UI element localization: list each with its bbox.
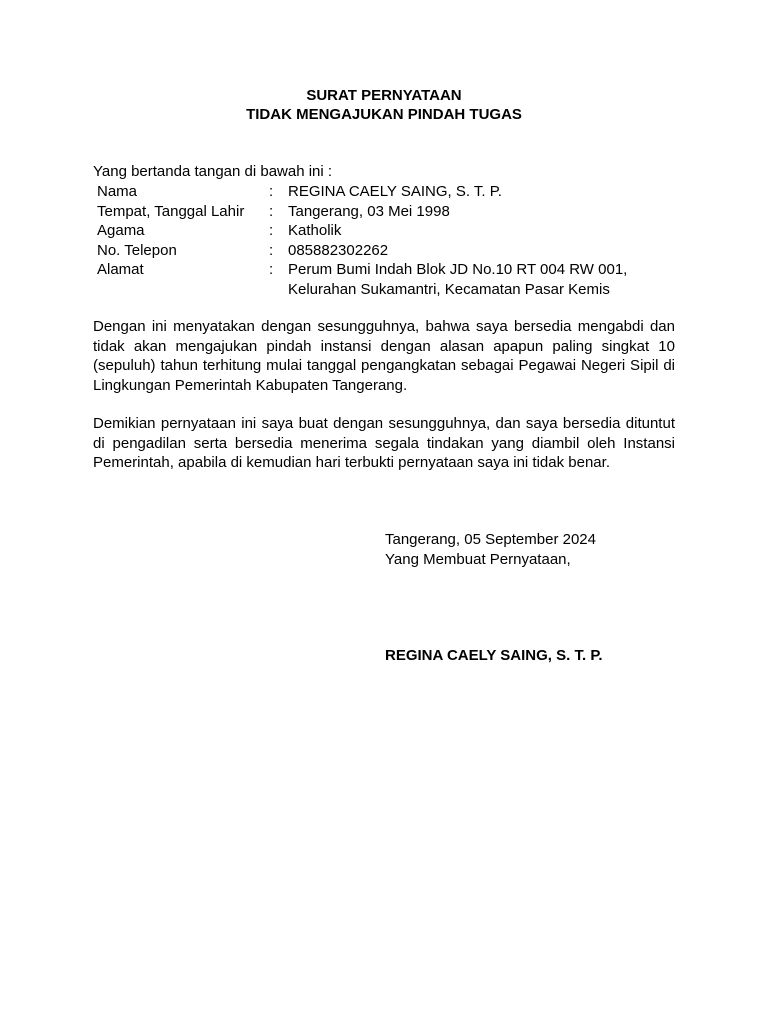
signature-block xyxy=(385,530,685,569)
signature-role: Yang Membuat Pernyataan, xyxy=(385,550,571,568)
identity-fields xyxy=(97,182,675,299)
intro-text: Yang bertanda tangan di bawah ini : xyxy=(93,163,333,180)
field-colon: : xyxy=(269,241,274,259)
field-row-agama xyxy=(97,221,675,241)
document-title xyxy=(0,86,768,124)
field-colon: : xyxy=(269,183,274,200)
field-row-telepon xyxy=(97,241,675,261)
address-line-1: Perum Bumi Indah Blok JD No.10 RT 004 RW 001, xyxy=(288,261,628,278)
statement-paragraph: Dengan ini menyatakan dengan sesungguhnya, bahwa saya bersedia mengabdi dan tidak akan mengajukan pindah instansi dengan alasan apapun paling singkat 10 (sepuluh) tahun terhitung mulai tanggal pengangkatan sebagai Pegawai Negeri Sipil di Lingkungan Pemerintah Kabupaten Tangerang. xyxy=(93,318,675,394)
field-colon: : xyxy=(269,222,274,239)
field-label: Nama xyxy=(97,183,138,200)
field-row-alamat xyxy=(97,260,675,299)
closing-paragraph: Demikian pernyataan ini saya buat dengan sesungguhnya, dan saya bersedia dituntut di pengadilan serta bersedia menerima segala tindakan yang diambil oleh Instansi Pemerintah, apabila di kemudian hari terbukti pernyataan saya ini tidak benar. xyxy=(93,415,675,471)
field-value: 085882302262 xyxy=(288,241,389,259)
field-label: Agama xyxy=(97,222,145,239)
field-value: REGINA CAELY SAING, S. T. P. xyxy=(288,183,502,200)
signer-name: REGINA CAELY SAING, S. T. P. xyxy=(385,647,603,664)
field-label: Tempat, Tanggal Lahir xyxy=(97,202,245,220)
signature-place-date: Tangerang, 05 September 2024 xyxy=(385,531,596,548)
field-row-nama xyxy=(97,182,675,202)
title-line-2: TIDAK MENGAJUKAN PINDAH TUGAS xyxy=(246,106,522,123)
field-colon: : xyxy=(269,202,274,220)
field-label: Alamat xyxy=(97,261,144,278)
field-row-tempat-tanggal-lahir xyxy=(97,202,675,222)
field-value: Tangerang, 03 Mei 1998 xyxy=(288,202,450,220)
field-label: No. Telepon xyxy=(97,241,177,259)
field-value-address xyxy=(288,260,675,299)
title-line-1: SURAT PERNYATAAN xyxy=(306,87,462,104)
field-colon: : xyxy=(269,261,274,278)
field-value: Katholik xyxy=(288,222,342,239)
address-line-2: Kelurahan Sukamantri, Kecamatan Pasar Kemis xyxy=(288,280,610,298)
